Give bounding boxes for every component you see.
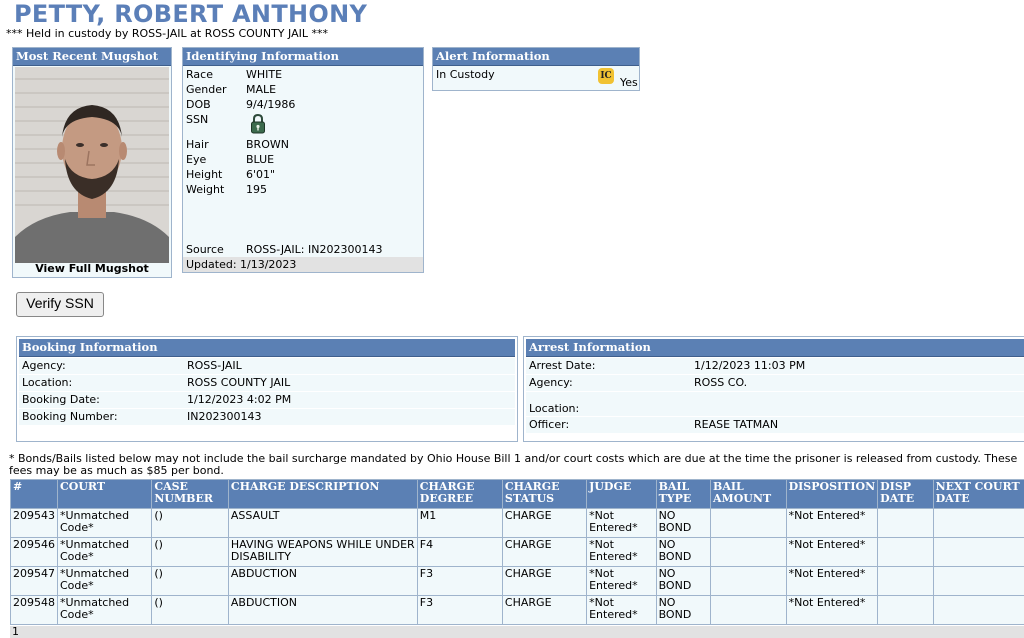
booking-number-row: Booking Number: IN202300143 [19,409,515,426]
weight-row: Weight 195 [186,183,267,196]
charge-number: 209543 [11,509,58,538]
height-row: Height 6'01" [186,168,276,181]
charge-degree: F4 [417,538,502,567]
booking-info-title: Booking Information [19,339,515,357]
arrest-info-panel [523,336,1024,442]
dob-row: DOB 9/4/1986 [186,98,296,111]
col-court: COURT [58,480,152,509]
charge-judge: *Not Entered* [587,596,656,625]
inmate-name: PETTY, ROBERT ANTHONY [14,0,368,28]
charge-status: CHARGE [502,567,586,596]
charge-bail-type: NO BOND [656,509,710,538]
col-disposition: DISPOSITION [786,480,878,509]
charge-status: CHARGE [502,538,586,567]
charge-degree: F3 [417,567,502,596]
in-custody-value: Yes [620,76,638,89]
charges-header-row [11,480,1024,509]
bond-surcharge-note: * Bonds/Bails listed below may not include the bail surcharge mandated by Ohio House Bill 1 and/or court costs which are due at the time the prisoner is released from custody. These fees may be as much as $85 per bond. [9,452,1018,477]
hair-row: Hair BROWN [186,138,289,151]
eye-value: BLUE [246,153,275,166]
col-charge-degree: CHARGE DEGREE [417,480,502,509]
source-value: ROSS-JAIL: IN202300143 [246,243,383,256]
hair-value: BROWN [246,138,289,151]
charge-case-number: () [152,509,229,538]
arrest-location-row: Location: [526,392,1024,417]
charge-bail-amount [711,538,787,567]
col-number: # [11,480,58,509]
charge-bail-amount [711,567,787,596]
charge-bail-amount [711,509,787,538]
charge-bail-amount [711,596,787,625]
charge-disp-date [878,596,933,625]
col-charge-description: CHARGE DESCRIPTION [228,480,417,509]
race-value: WHITE [246,68,283,81]
booking-date-row: Booking Date: 1/12/2023 4:02 PM [19,392,515,409]
charge-next-court-date [933,596,1024,625]
charge-disposition: *Not Entered* [786,596,878,625]
charge-bail-type: NO BOND [656,538,710,567]
ssn-row: SSN [186,113,266,135]
charge-next-court-date [933,509,1024,538]
charge-judge: *Not Entered* [587,538,656,567]
height-value: 6'01" [246,168,276,181]
charge-disposition: *Not Entered* [786,567,878,596]
charge-next-court-date [933,538,1024,567]
race-row: Race WHITE [186,68,283,81]
charge-judge: *Not Entered* [587,567,656,596]
col-bail-amount: BAIL AMOUNT [711,480,787,509]
verify-ssn-button[interactable]: Verify SSN [16,292,104,317]
arrest-agency-row: Agency: ROSS CO. [526,375,1024,392]
booking-location-row: Location: ROSS COUNTY JAIL [19,375,515,392]
charge-number: 209547 [11,567,58,596]
mugshot-panel-title: Most Recent Mugshot [13,48,171,66]
table-footer-count: 1 [10,626,1024,638]
charge-disposition: *Not Entered* [786,538,878,567]
booking-agency-row: Agency: ROSS-JAIL [19,358,515,375]
dob-value: 9/4/1986 [246,98,296,111]
charge-degree: M1 [417,509,502,538]
charge-description: ABDUCTION [228,596,417,625]
identifying-info-title: Identifying Information [183,48,423,66]
charge-court: *Unmatched Code* [58,567,152,596]
alert-info-panel [432,47,640,91]
eye-row: Eye BLUE [186,153,275,166]
col-charge-status: CHARGE STATUS [502,480,586,509]
alert-info-title: Alert Information [433,48,639,66]
charge-case-number: () [152,596,229,625]
lock-icon[interactable] [250,113,266,135]
in-custody-badge-icon: IC [598,68,614,84]
charge-case-number: () [152,538,229,567]
charge-status: CHARGE [502,596,586,625]
charge-court: *Unmatched Code* [58,596,152,625]
charge-description: ASSAULT [228,509,417,538]
charge-number: 209548 [11,596,58,625]
charge-judge: *Not Entered* [587,509,656,538]
table-row [11,509,1024,538]
col-disp-date: DISP DATE [878,480,933,509]
arrest-info-title: Arrest Information [526,339,1024,357]
charge-disp-date [878,567,933,596]
charge-disp-date [878,538,933,567]
arrest-date-row: Arrest Date: 1/12/2023 11:03 PM [526,358,1024,375]
identifying-info-panel [182,47,424,273]
charge-description: HAVING WEAPONS WHILE UNDER DISABILITY [228,538,417,567]
weight-value: 195 [246,183,267,196]
charge-description: ABDUCTION [228,567,417,596]
charge-degree: F3 [417,596,502,625]
in-custody-label: In Custody [436,68,495,81]
col-judge: JUDGE [587,480,656,509]
view-full-mugshot-link[interactable]: View Full Mugshot [35,262,149,275]
charge-disp-date [878,509,933,538]
charges-table [10,479,1024,625]
arrest-officer-row: Officer: REASE TATMAN [526,417,1024,434]
charge-court: *Unmatched Code* [58,538,152,567]
source-row: Source ROSS-JAIL: IN202300143 [186,243,383,256]
table-row [11,596,1024,625]
mugshot-panel [12,47,172,278]
table-row [11,567,1024,596]
charge-case-number: () [152,567,229,596]
charge-court: *Unmatched Code* [58,509,152,538]
charge-next-court-date [933,567,1024,596]
charge-bail-type: NO BOND [656,596,710,625]
col-bail-type: BAIL TYPE [656,480,710,509]
table-row [11,538,1024,567]
charge-status: CHARGE [502,509,586,538]
gender-value: MALE [246,83,277,96]
gender-row: Gender MALE [186,83,277,96]
charge-disposition: *Not Entered* [786,509,878,538]
col-next-court-date: NEXT COURT DATE [933,480,1024,509]
charge-bail-type: NO BOND [656,567,710,596]
updated-date: Updated: 1/13/2023 [183,257,423,272]
mugshot-image[interactable] [15,67,169,263]
booking-info-panel [16,336,518,442]
charge-number: 209546 [11,538,58,567]
custody-status-line: *** Held in custody by ROSS-JAIL at ROSS COUNTY JAIL *** [6,27,328,40]
col-case-number: CASE NUMBER [152,480,229,509]
